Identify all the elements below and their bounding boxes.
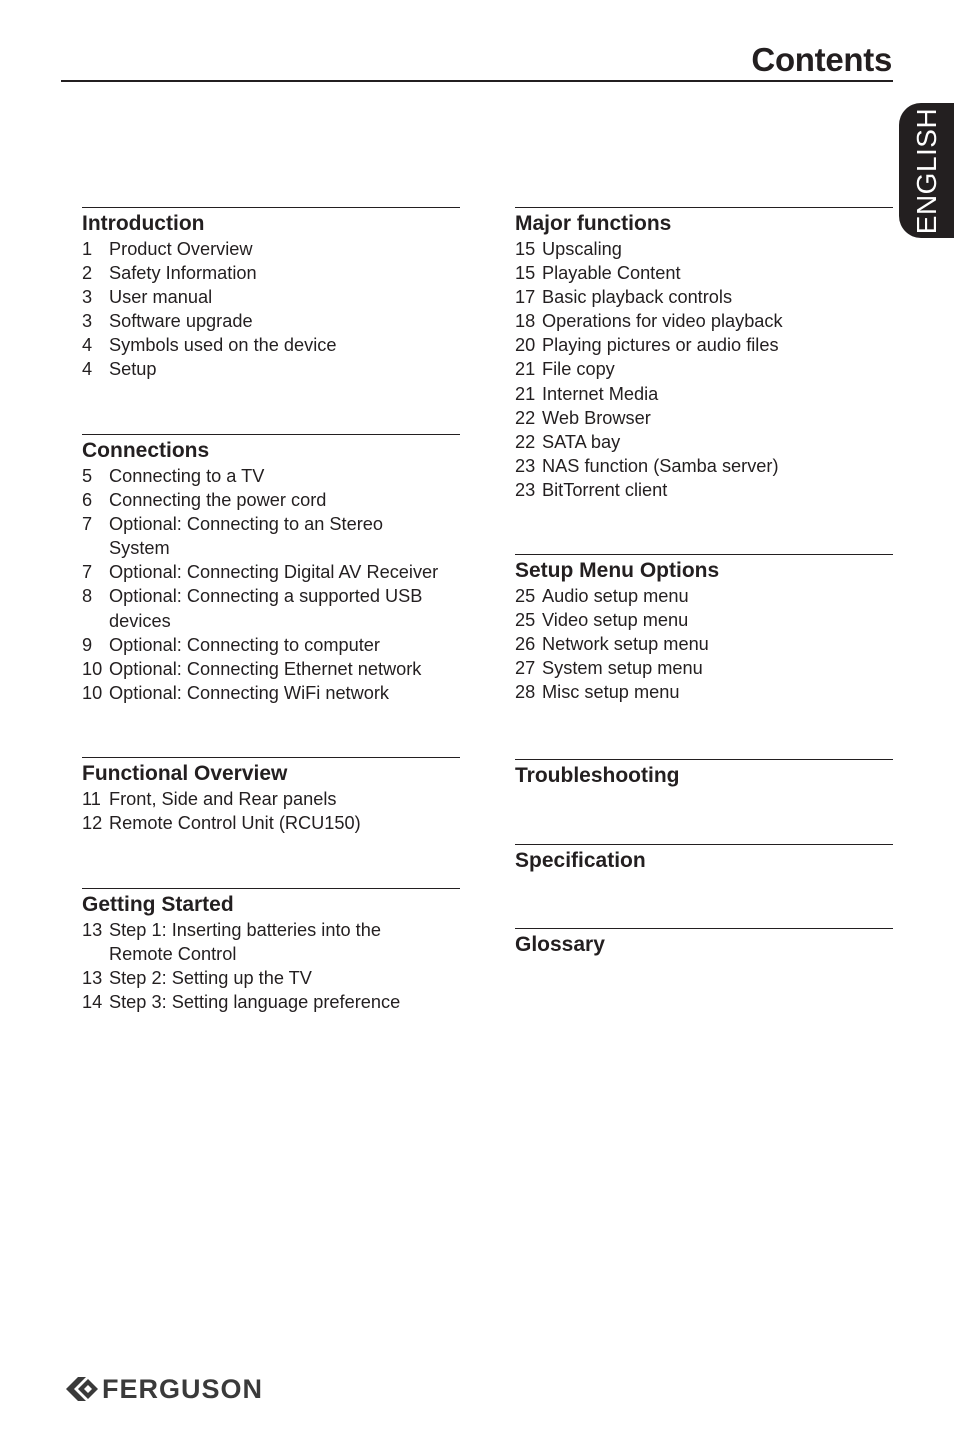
page-number: 7	[82, 514, 93, 535]
page-number: 7	[82, 562, 93, 583]
toc-entry[interactable]	[82, 966, 460, 990]
toc-entry[interactable]	[515, 237, 893, 261]
brand-wordmark: FERGUSON	[102, 1373, 264, 1404]
entry-text: Misc setup menu	[542, 682, 680, 703]
entry-text: Network setup menu	[542, 634, 709, 655]
section-heading: Connections	[82, 439, 210, 462]
toc-entry[interactable]	[515, 261, 893, 285]
section-heading: Glossary	[515, 933, 605, 956]
page-number: 25	[515, 610, 536, 631]
toc-entry[interactable]	[515, 680, 893, 704]
page-number: 21	[515, 359, 536, 380]
toc-entry[interactable]	[515, 632, 893, 656]
toc-section-major-functions	[515, 207, 893, 502]
page-number: 11	[82, 789, 101, 809]
entry-text: Product Overview	[109, 239, 253, 259]
toc-entry[interactable]	[82, 918, 460, 966]
page-number: 21	[515, 383, 536, 404]
toc-entry[interactable]	[82, 488, 460, 512]
toc-entry[interactable]	[82, 584, 460, 632]
toc-entry[interactable]	[515, 382, 893, 406]
page-number: 14	[82, 992, 103, 1013]
entry-text: Upscaling	[542, 239, 622, 259]
toc-section-functional-overview	[82, 757, 460, 835]
entry-text: Web Browser	[542, 407, 651, 428]
entry-text: Front, Side and Rear panels	[109, 789, 337, 809]
page-number: 23	[515, 479, 536, 500]
ferguson-logo-icon	[64, 1374, 100, 1404]
page-title: Contents	[751, 41, 892, 78]
page-number: 26	[515, 634, 536, 655]
section-items	[82, 918, 460, 1014]
entry-text: Optional: Connecting WiFi network	[109, 682, 390, 703]
entry-text: Step 2: Setting up the TV	[109, 968, 312, 989]
entry-text: BitTorrent client	[542, 479, 668, 500]
toc-entry[interactable]	[515, 406, 893, 430]
page-number: 18	[515, 311, 536, 332]
toc-entry[interactable]	[82, 285, 460, 309]
page-number: 6	[82, 490, 93, 511]
section-heading: Setup Menu Options	[515, 559, 720, 582]
page-number: 2	[82, 263, 93, 284]
section-items	[515, 584, 893, 704]
entry-text: File copy	[542, 359, 615, 380]
toc-entry[interactable]	[82, 309, 460, 333]
language-tab-label: ENGLISH	[910, 107, 942, 234]
entry-text: Setup	[109, 359, 157, 380]
entry-text: Video setup menu	[542, 610, 689, 631]
entry-text: Operations for video playback	[542, 311, 783, 332]
title-rule	[61, 80, 893, 82]
toc-entry[interactable]	[515, 656, 893, 680]
toc-section-setup-menu-options	[515, 554, 893, 704]
entry-text: SATA bay	[542, 431, 621, 452]
section-heading: Introduction	[82, 212, 205, 235]
toc-entry[interactable]	[82, 261, 460, 285]
page-number: 5	[82, 466, 93, 486]
entry-text: Connecting the power cord	[109, 490, 327, 511]
language-tab	[899, 103, 954, 238]
page-number: 17	[515, 287, 536, 308]
page-number: 8	[82, 586, 93, 607]
page-number: 28	[515, 682, 536, 703]
page-number: 15	[515, 263, 536, 284]
entry-text: Software upgrade	[109, 311, 253, 332]
toc-entry[interactable]	[515, 608, 893, 632]
entry-text: Basic playback controls	[542, 287, 733, 308]
page-number: 20	[515, 335, 536, 356]
page-number: 10	[82, 658, 103, 679]
brand-logo	[64, 1374, 263, 1404]
page-number: 27	[515, 658, 536, 679]
toc-section-glossary	[515, 928, 893, 958]
page-number: 13	[82, 968, 103, 989]
entry-text: Playable Content	[542, 263, 681, 284]
entry-text: Symbols used on the device	[109, 335, 337, 356]
toc-entry[interactable]	[82, 633, 460, 657]
page-number: 22	[515, 431, 536, 452]
toc-entry[interactable]	[82, 237, 460, 261]
toc-entry[interactable]	[82, 464, 460, 488]
toc-entry[interactable]	[515, 333, 893, 357]
entry-text: Playing pictures or audio files	[542, 335, 779, 356]
entry-text: Step 1: Inserting batteries into the Remote Control	[109, 920, 381, 965]
section-heading: Specification	[515, 849, 646, 872]
toc-entry[interactable]	[515, 454, 893, 478]
page-number: 23	[515, 455, 536, 476]
entry-text: Step 3: Setting language preference	[109, 992, 401, 1013]
entry-text: Optional: Connecting Digital AV Receiver	[109, 562, 439, 583]
toc-section-specification	[515, 844, 893, 874]
toc-entry[interactable]	[82, 681, 460, 705]
toc-entry[interactable]	[515, 478, 893, 502]
entry-text: Optional: Connecting to computer	[109, 634, 380, 655]
toc-entry[interactable]	[82, 811, 460, 835]
page-number: 22	[515, 407, 536, 428]
toc-entry[interactable]	[515, 584, 893, 608]
toc-entry[interactable]	[515, 430, 893, 454]
page-number: 12	[82, 813, 103, 834]
toc-entry[interactable]	[515, 285, 893, 309]
toc-section-troubleshooting	[515, 759, 893, 789]
entry-text: Optional: Connecting a supported USB devices	[109, 586, 423, 631]
entry-text: Internet Media	[542, 383, 659, 404]
toc-entry[interactable]	[82, 357, 460, 381]
entry-text: Safety Information	[109, 263, 257, 284]
toc-entry[interactable]	[515, 309, 893, 333]
page-number: 3	[82, 311, 93, 332]
section-heading: Troubleshooting	[515, 764, 680, 787]
entry-text: Optional: Connecting to an Stereo System	[109, 514, 384, 559]
page-number: 9	[82, 634, 93, 655]
toc-section-getting-started	[82, 888, 460, 1014]
toc-section-introduction	[82, 207, 460, 382]
toc-section-connections	[82, 434, 460, 705]
entry-text: Remote Control Unit (RCU150)	[109, 813, 361, 834]
section-items	[82, 464, 460, 705]
page-number: 10	[82, 682, 103, 703]
toc-entry[interactable]	[82, 512, 460, 560]
page-number: 15	[515, 239, 536, 259]
toc-entry[interactable]	[82, 787, 460, 811]
entry-text: Audio setup menu	[542, 586, 689, 606]
entry-text: User manual	[109, 287, 213, 308]
entry-text: NAS function (Samba server)	[542, 455, 779, 476]
entry-text: Optional: Connecting Ethernet network	[109, 658, 422, 679]
page-number: 4	[82, 359, 93, 380]
entry-text: Connecting to a TV	[109, 466, 265, 486]
page-number: 4	[82, 335, 93, 356]
page-number: 13	[82, 920, 103, 940]
toc-entry[interactable]	[82, 657, 460, 681]
section-items	[82, 237, 460, 382]
section-items	[515, 237, 893, 502]
toc-entry[interactable]	[82, 990, 460, 1014]
section-items	[82, 787, 460, 835]
toc-entry[interactable]	[82, 560, 460, 584]
entry-text: System setup menu	[542, 658, 703, 679]
page-number: 1	[82, 239, 93, 259]
section-heading: Getting Started	[82, 893, 234, 916]
toc-entry[interactable]	[515, 357, 893, 381]
page-number: 25	[515, 586, 536, 606]
page-number: 3	[82, 287, 93, 308]
section-heading: Major functions	[515, 212, 672, 235]
section-heading: Functional Overview	[82, 762, 288, 785]
toc-entry[interactable]	[82, 333, 460, 357]
